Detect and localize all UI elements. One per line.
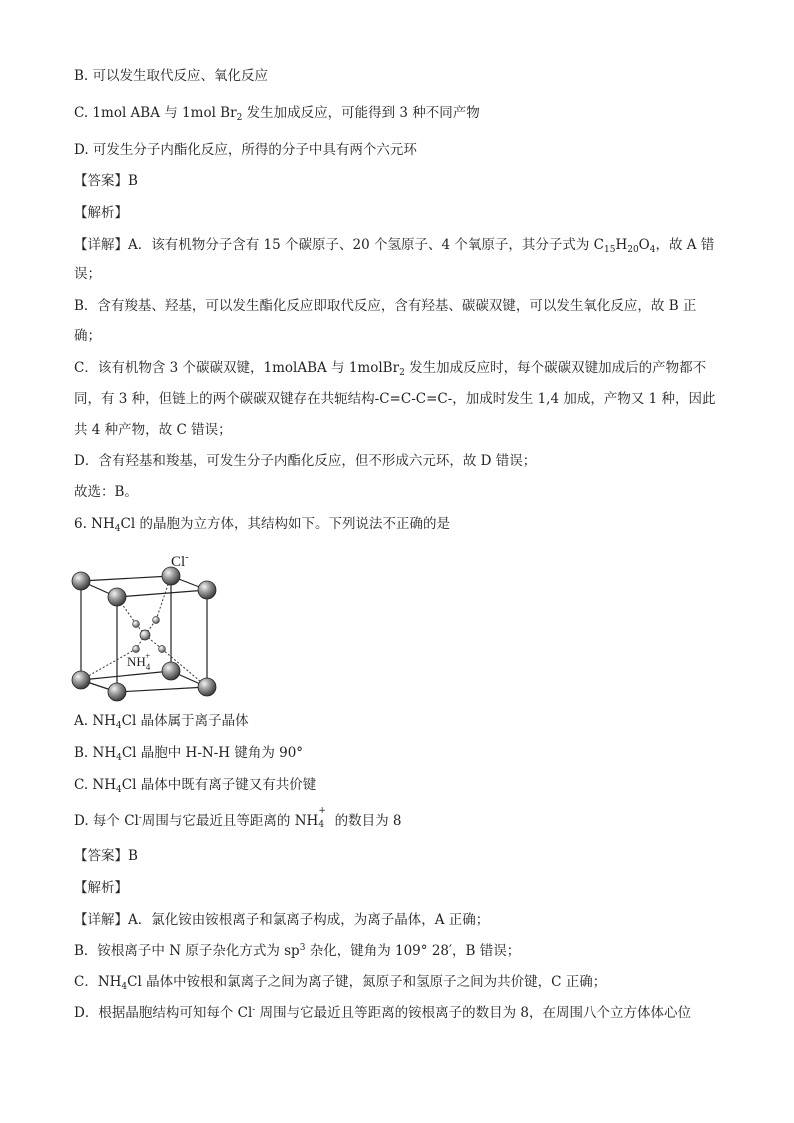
q5-detail-b-line2: 确；: [74, 328, 101, 344]
q6-option-d: D. 每个 Cl-周围与它最近且等距离的 NH + 4 的数目为 8: [74, 806, 402, 830]
q6-detail-b: B．铵根离子中 N 原子杂化方式为 $sp^3$ 杂化，键角为 109° 28′，B 错误；: [74, 943, 521, 959]
q5-answer: 【答案】B: [74, 173, 138, 189]
q5-detail-d: D．含有羟基和羧基，可发生分子内酯化反应，但不形成六元环，故 D 错误；: [74, 453, 537, 469]
q5-detail-c-line1: C．该有机物含 3 个碳碳双键，1molABA 与 1molBr$_2$ 发生加成反应时，每个碳碳双键加成后的产物都不: [74, 360, 707, 378]
q6-stem: 6. $NH_4Cl$ 的晶胞为立方体，其结构如下。下列说法不正确的是: [74, 516, 450, 534]
q6-detail-c: C．$NH_4Cl$ 晶体中铵根和氯离子之间为离子键，氮原子和氢原子之间为共价键，C 正确；: [74, 974, 607, 992]
nh4cl-unit-cell-diagram: [70, 550, 230, 702]
q5-detail-c-line3: 共 4 种产物，故 C 错误；: [74, 422, 232, 438]
q6-answer: 【答案】B: [74, 848, 138, 864]
label-chloride: Cl-: [171, 552, 189, 570]
q5-conclusion: 故选：B。: [74, 484, 138, 500]
q5-detail-a-line2: 误；: [74, 266, 101, 282]
ammonium-ion-spheres: [133, 617, 166, 653]
q6-option-b: B. $NH_4Cl$ 晶胞中 H-N-H 键角为 90°: [74, 745, 304, 763]
q5-detail-b-line1: B．含有羧基、羟基，可以发生酯化反应即取代反应，含有羟基、碳碳双键，可以发生氧化反应，故 B 正: [74, 298, 697, 314]
q6-detail-a: 【详解】A．氯化铵由铵根离子和氯离子构成，为离子晶体，A 正确；: [74, 912, 490, 928]
q5-detail-c-line2: 同，有 3 种，但链上的两个碳碳双键存在共轭结构-C=C-C=C-，加成时发生 1,4 加成，产物又 1 种，因此: [74, 391, 716, 407]
q6-option-a: A. $NH_4Cl$ 晶体属于离子晶体: [74, 713, 249, 731]
label-ammonium: $NH_4+$: [127, 651, 151, 672]
q5-option-d: D. 可发生分子内酯化反应，所得的分子中具有两个六元环: [74, 142, 417, 158]
q6-option-c: C. $NH_4Cl$ 晶体中既有离子键又有共价键: [74, 777, 317, 795]
q5-option-c: C. 1mol ABA 与 1mol $Br_2$ 发生加成反应，可能得到 3 种不同产物: [74, 105, 480, 123]
q6-analysis-heading: 【解析】: [74, 880, 128, 896]
q5-analysis-heading: 【解析】: [74, 205, 128, 221]
q6-detail-d: D．根据晶胞结构可知每个 Cl- 周围与它最近且等距离的铵根离子的数目为 8，在周围八个立方体体心位: [74, 1005, 691, 1021]
q5-option-b: B. 可以发生取代反应、氧化反应: [74, 68, 269, 84]
q5-detail-a-line1: 【详解】A．该有机物分子含有 15 个碳原子、20 个氢原子、4 个氧原子，其分子式为 $C_{15}H_{20}O_4$，故 A 错: [74, 237, 715, 255]
